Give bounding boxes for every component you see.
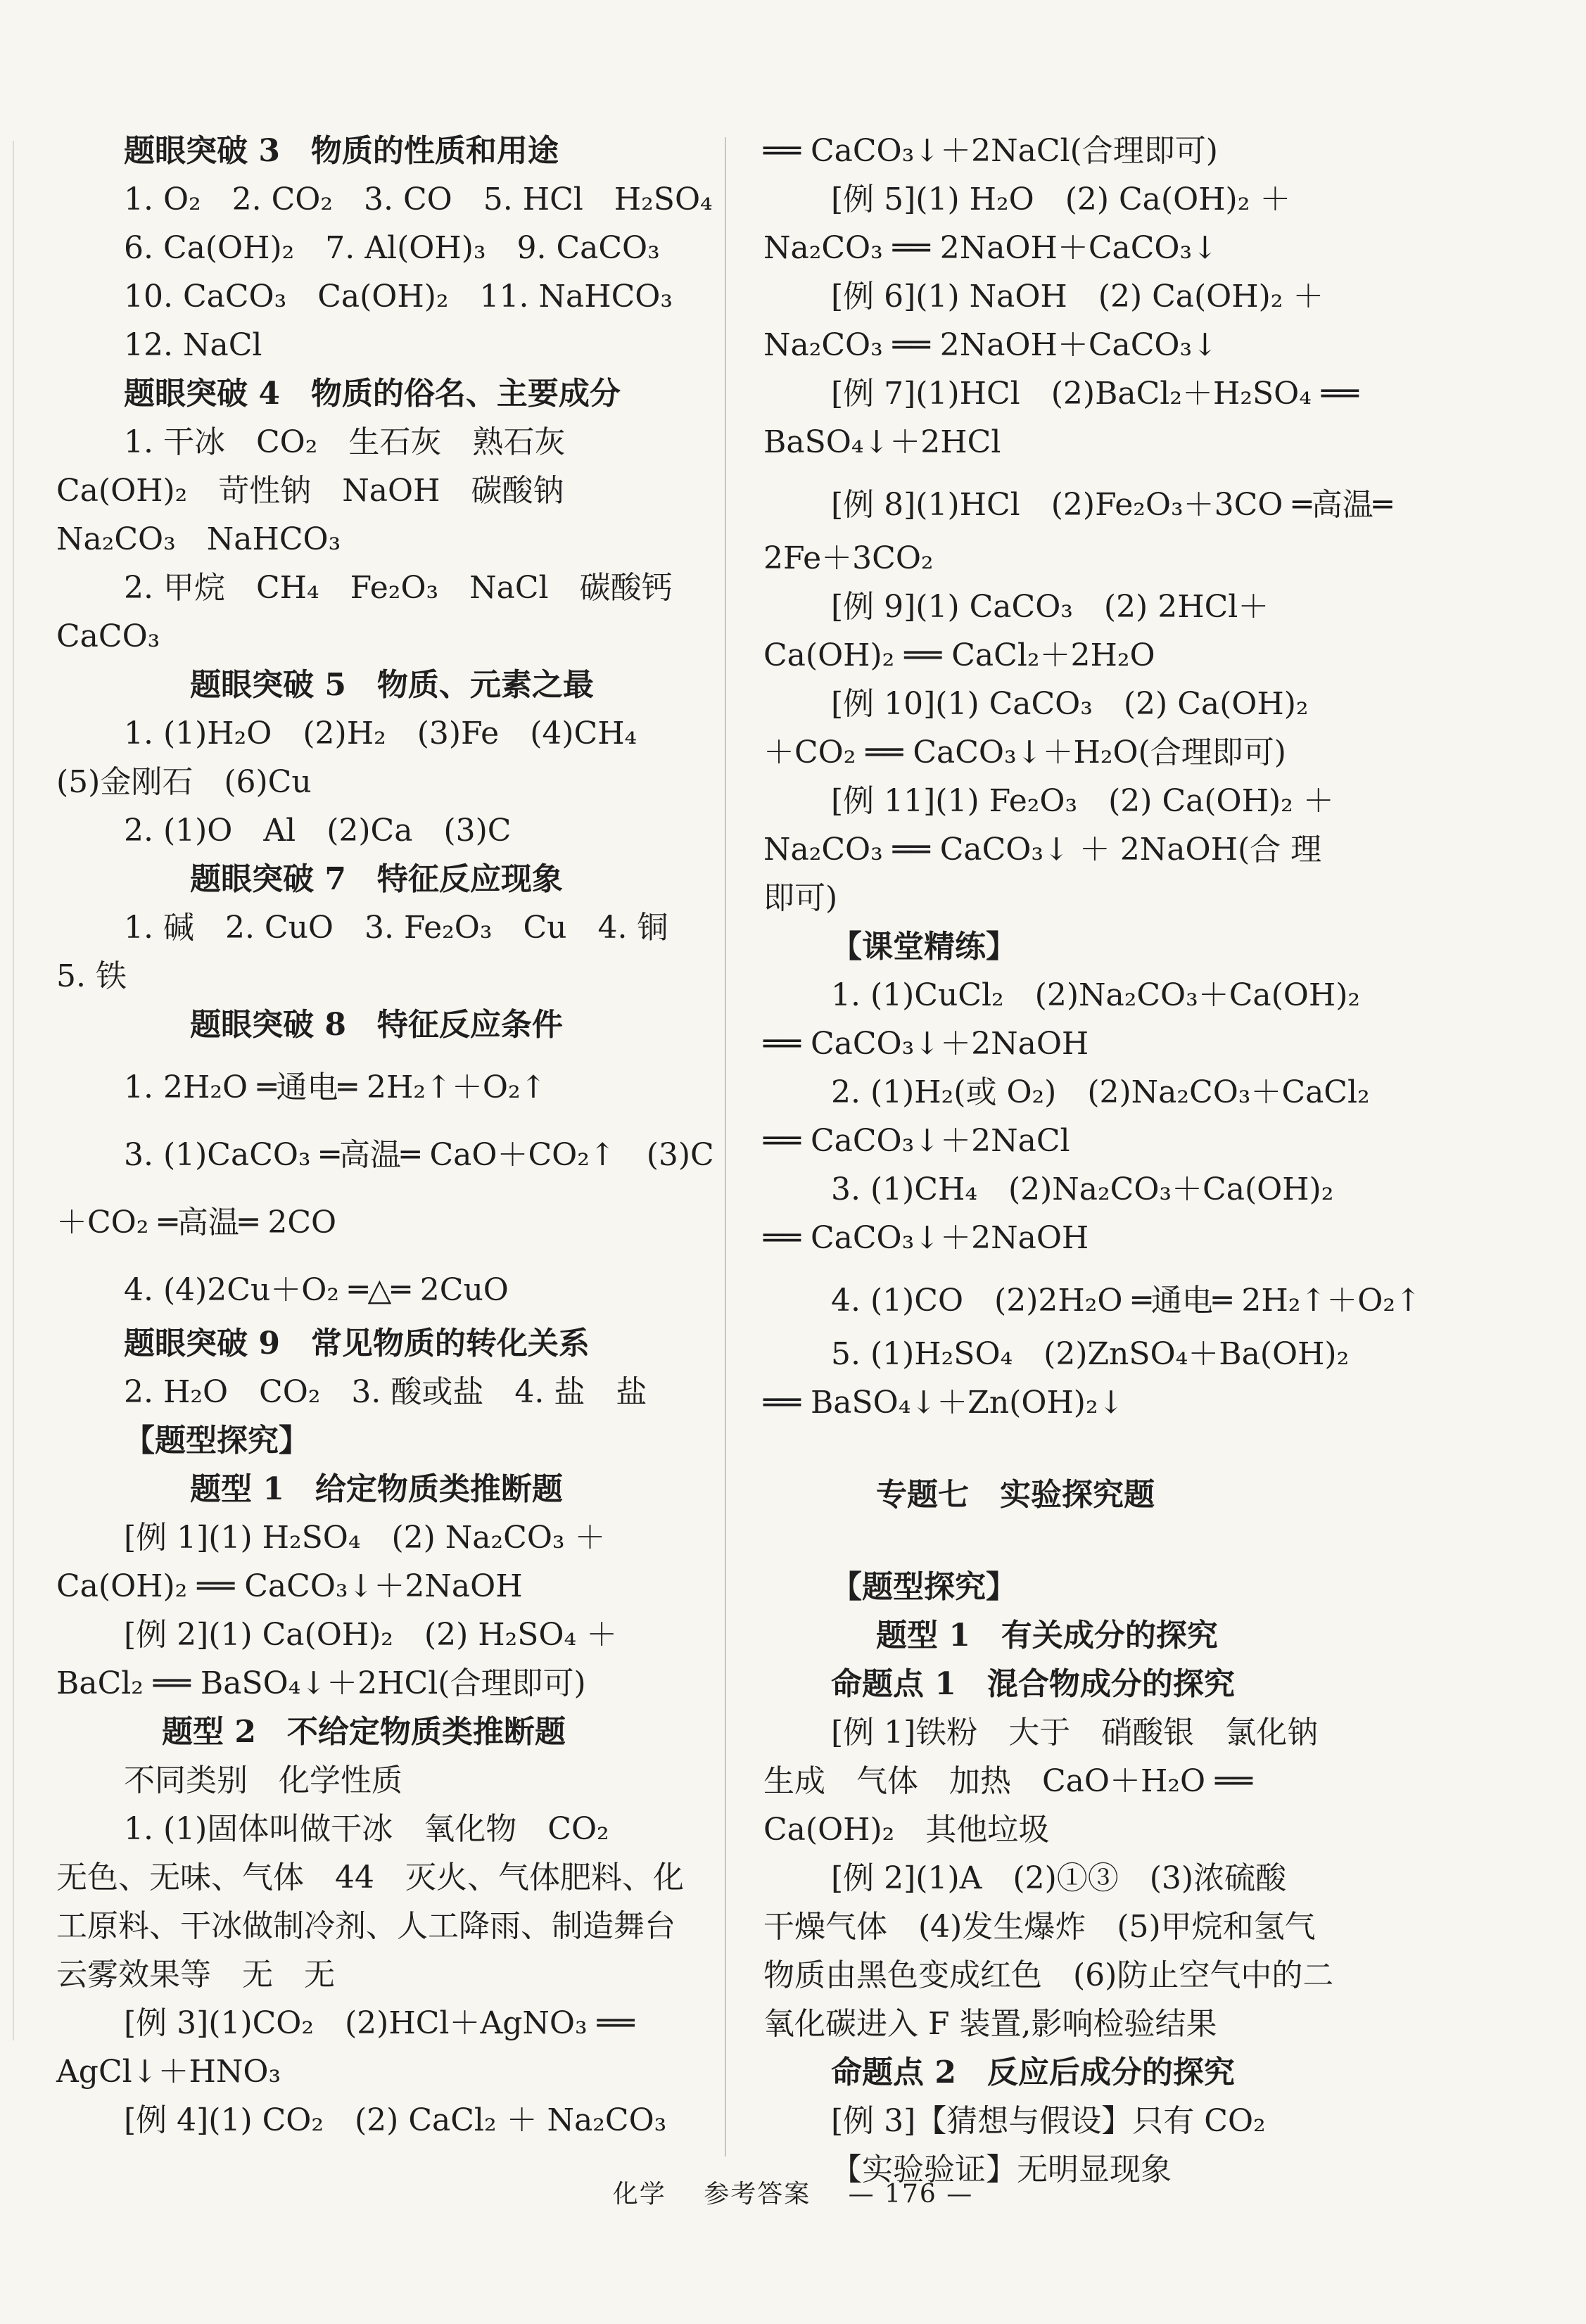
left-line: 1. (1)固体叫做干冰 氧化物 CO₂ <box>124 1811 609 1847</box>
right-line: BaSO₄↓＋2HCl <box>763 424 1001 460</box>
right-line: 5. (1)H₂SO₄ (2)ZnSO₄＋Ba(OH)₂ <box>831 1336 1350 1372</box>
left-section-heading: 题眼突破 8 特征反应条件 <box>190 1007 563 1043</box>
right-line: [例 10](1) CaCO₃ (2) Ca(OH)₂ <box>831 686 1309 722</box>
right-line: 3. (1)CH₄ (2)Na₂CO₃＋Ca(OH)₂ <box>831 1171 1334 1207</box>
left-line: [例 2](1) Ca(OH)₂ (2) H₂SO₄ ＋ <box>124 1617 618 1653</box>
left-line: [例 4](1) CO₂ (2) CaCl₂ ＋ Na₂CO₃ <box>124 2102 667 2138</box>
right-line: [例 7](1)HCl (2)BaCl₂＋H₂SO₄ ══ <box>831 376 1359 412</box>
right-line: ══ CaCO₃↓＋2NaOH <box>763 1220 1089 1256</box>
right-spacer <box>763 1519 1397 1563</box>
right-section-heading: 命题点 1 混合物成分的探究 <box>831 1666 1235 1702</box>
left-line: Na₂CO₃ NaHCO₃ <box>56 521 341 557</box>
footer-subtitle: 参考答案 <box>704 2180 811 2209</box>
left-line: 云雾效果等 无 无 <box>56 1957 335 1993</box>
right-line: 2Fe＋3CO₂ <box>763 540 934 576</box>
right-line: Na₂CO₃ ══ 2NaOH＋CaCO₃↓ <box>763 230 1219 266</box>
right-line: ══ CaCO₃↓＋2NaOH <box>763 1026 1089 1062</box>
right-line: ══ CaCO₃↓＋2NaCl <box>763 1123 1070 1159</box>
left-section-heading: 题型 1 给定物质类推断题 <box>190 1471 563 1507</box>
left-line: CaCO₃ <box>56 618 160 654</box>
right-line: [例 9](1) CaCO₃ (2) 2HCl＋ <box>831 589 1269 625</box>
right-line: ══ BaSO₄↓＋Zn(OH)₂↓ <box>763 1385 1124 1421</box>
right-line: Ca(OH)₂ ══ CaCl₂＋2H₂O <box>763 637 1155 673</box>
left-line: 不同类别 化学性质 <box>124 1763 402 1798</box>
column-divider <box>725 137 726 2157</box>
right-bracket-heading: 【题型探究】 <box>831 1569 1017 1605</box>
left-section-heading: 题型 2 不给定物质类推断题 <box>162 1714 566 1750</box>
left-line: 2. 甲烷 CH₄ Fe₂O₃ NaCl 碳酸钙 <box>124 570 673 606</box>
right-section-heading: 命题点 2 反应后成分的探究 <box>831 2055 1235 2090</box>
left-line: 6. Ca(OH)₂ 7. Al(OH)₃ 9. CaCO₃ <box>124 230 660 266</box>
left-line: 12. NaCl <box>124 327 262 363</box>
left-line: ＋CO₂ ═高温═ 2CO <box>56 1205 337 1240</box>
right-line: 即可) <box>763 880 838 916</box>
left-line: [例 3](1)CO₂ (2)HCl＋AgNO₃ ══ <box>124 2005 635 2041</box>
right-line: 氧化碳进入 F 装置,影响检验结果 <box>763 2006 1217 2042</box>
right-line: 物质由黑色变成红色 (6)防止空气中的二 <box>763 1957 1334 1993</box>
left-line: 4. (4)2Cu＋O₂ ═△═ 2CuO <box>124 1272 509 1308</box>
left-line: 3. (1)CaCO₃ ═高温═ CaO＋CO₂↑ (3)C <box>124 1137 714 1173</box>
left-line: 工原料、干冰做制冷剂、人工降雨、制造舞台 <box>56 1908 675 1944</box>
right-line: [例 11](1) Fe₂O₃ (2) Ca(OH)₂ ＋ <box>831 783 1334 819</box>
right-line: [例 2](1)A (2)①③ (3)浓硫酸 <box>831 1860 1287 1896</box>
footer-subject: 化学 <box>612 2180 666 2209</box>
right-line: 2. (1)H₂(或 O₂) (2)Na₂CO₃＋CaCl₂ <box>831 1074 1370 1110</box>
left-line: (5)金刚石 (6)Cu <box>56 764 312 800</box>
right-line: [例 3]【猜想与假设】只有 CO₂ <box>831 2103 1266 2139</box>
left-section-heading: 题眼突破 3 物质的性质和用途 <box>124 133 559 169</box>
right-line: 4. (1)CO (2)2H₂O ═通电═ 2H₂↑＋O₂↑ <box>831 1283 1421 1319</box>
left-line: 2. (1)O Al (2)Ca (3)C <box>124 813 512 849</box>
right-line: 干燥气体 (4)发生爆炸 (5)甲烷和氢气 <box>763 1909 1316 1945</box>
page-footer <box>0 2174 1586 2210</box>
left-line: 1. 碱 2. CuO 3. Fe₂O₃ Cu 4. 铜 <box>124 910 668 946</box>
right-column <box>763 127 1421 2194</box>
right-line: [例 8](1)HCl (2)Fe₂O₃＋3CO ═高温═ <box>831 487 1392 523</box>
left-line: 1. O₂ 2. CO₂ 3. CO 5. HCl H₂SO₄ <box>124 182 713 217</box>
right-bracket-heading: 【课堂精练】 <box>831 929 1017 965</box>
left-line: 10. CaCO₃ Ca(OH)₂ 11. NaHCO₃ <box>124 279 673 315</box>
right-line: ＋CO₂ ══ CaCO₃↓＋H₂O(合理即可) <box>763 735 1286 770</box>
right-section-heading: 专题七 实验探究题 <box>876 1477 1155 1513</box>
left-line: 1. (1)H₂O (2)H₂ (3)Fe (4)CH₄ <box>124 716 637 751</box>
left-line: Ca(OH)₂ 苛性钠 NaOH 碳酸钠 <box>56 473 564 509</box>
page-number: — 176 — <box>848 2180 974 2209</box>
left-section-heading: 题眼突破 4 物质的俗名、主要成分 <box>124 376 621 412</box>
left-section-heading: 题眼突破 9 常见物质的转化关系 <box>124 1326 590 1361</box>
left-line: [例 1](1) H₂SO₄ (2) Na₂CO₃ ＋ <box>124 1520 606 1556</box>
right-line: Na₂CO₃ ══ CaCO₃↓ ＋ 2NaOH(合 理 <box>763 832 1322 868</box>
left-line: BaCl₂ ══ BaSO₄↓＋2HCl(合理即可) <box>56 1665 586 1701</box>
left-line: 1. 干冰 CO₂ 生石灰 熟石灰 <box>124 424 566 460</box>
right-line: 【实验验证】无明显现象 <box>831 2152 1172 2188</box>
right-line: [例 1]铁粉 大于 硝酸银 氯化钠 <box>831 1715 1319 1751</box>
left-line: Ca(OH)₂ ══ CaCO₃↓＋2NaOH <box>56 1568 523 1604</box>
left-line: 2. H₂O CO₂ 3. 酸或盐 4. 盐 盐 <box>124 1374 647 1410</box>
left-column <box>56 127 714 2145</box>
left-line: 5. 铁 <box>56 958 127 994</box>
right-line: Na₂CO₃ ══ 2NaOH＋CaCO₃↓ <box>763 327 1219 363</box>
left-line: 无色、无味、气体 44 灭火、气体肥料、化 <box>56 1860 684 1896</box>
right-line: Ca(OH)₂ 其他垃圾 <box>763 1812 1050 1848</box>
left-section-heading: 题眼突破 5 物质、元素之最 <box>190 667 594 703</box>
left-line: 1. 2H₂O ═通电═ 2H₂↑＋O₂↑ <box>124 1069 547 1105</box>
left-bracket-heading: 【题型探究】 <box>124 1423 310 1459</box>
page-edge-line <box>13 141 14 2040</box>
right-spacer <box>763 1427 1397 1471</box>
left-section-heading: 题眼突破 7 特征反应现象 <box>190 861 563 897</box>
right-line: 1. (1)CuCl₂ (2)Na₂CO₃＋Ca(OH)₂ <box>831 977 1361 1013</box>
right-section-heading: 题型 1 有关成分的探究 <box>876 1618 1218 1653</box>
right-line: [例 5](1) H₂O (2) Ca(OH)₂ ＋ <box>831 182 1291 217</box>
left-line: AgCl↓＋HNO₃ <box>56 2054 281 2090</box>
right-line: [例 6](1) NaOH (2) Ca(OH)₂ ＋ <box>831 279 1324 315</box>
right-line: 生成 气体 加热 CaO＋H₂O ══ <box>763 1763 1253 1799</box>
right-line: ══ CaCO₃↓＋2NaCl(合理即可) <box>763 133 1218 169</box>
